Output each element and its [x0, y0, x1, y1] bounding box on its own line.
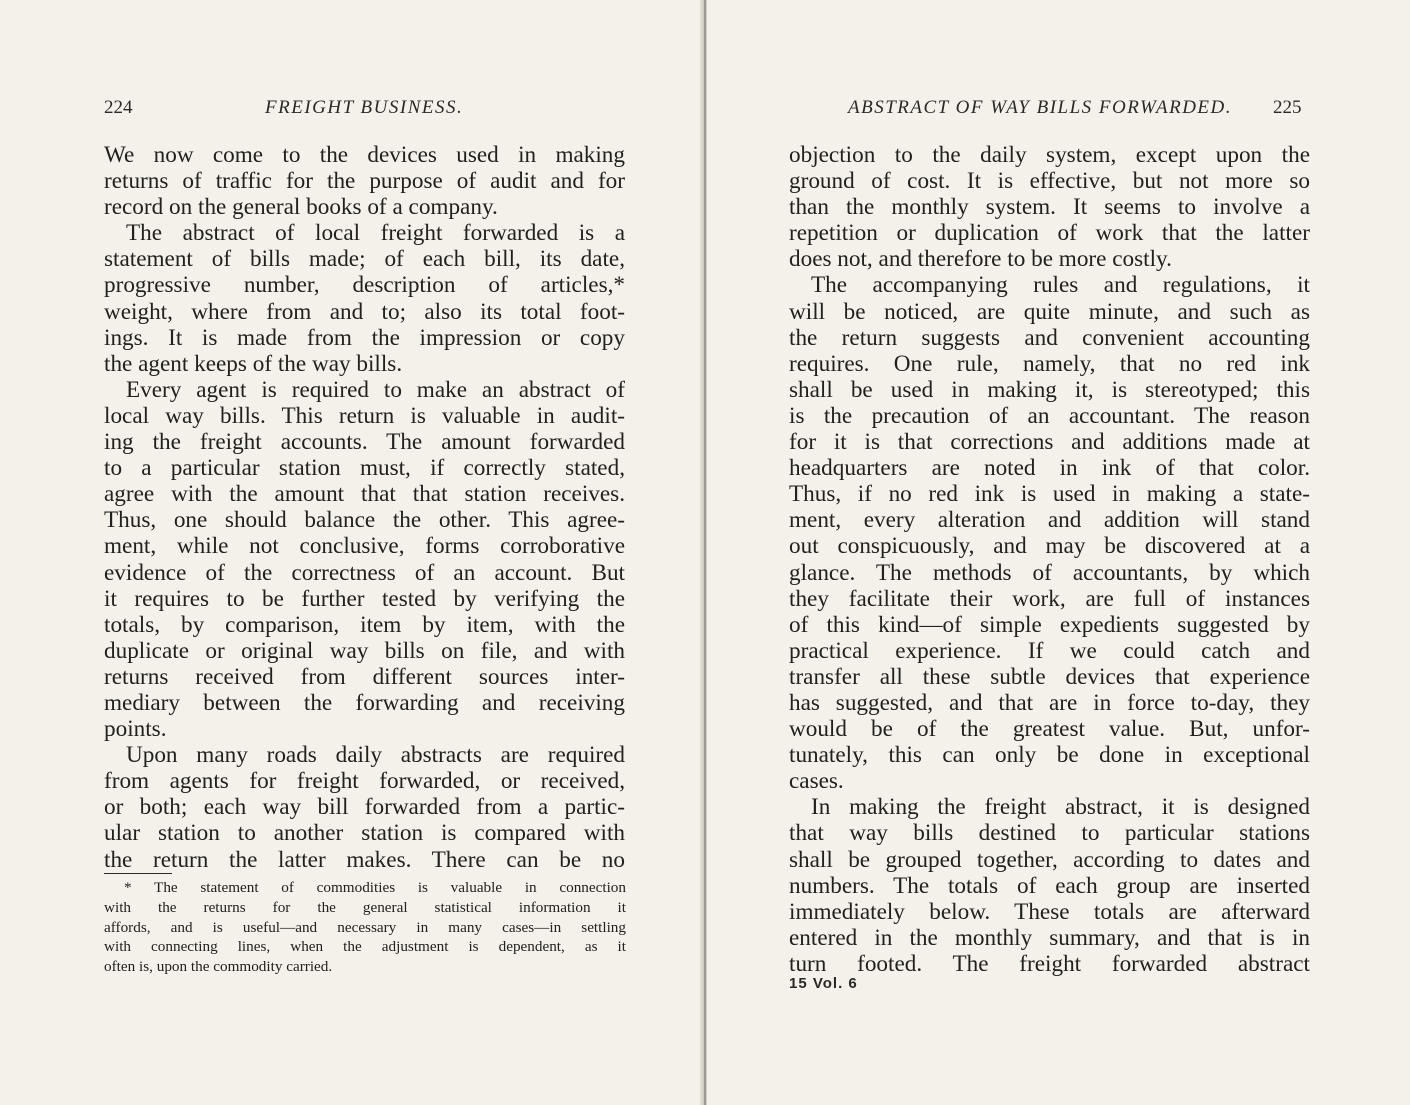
left-running-title: FREIGHT BUSINESS.: [265, 97, 464, 118]
text-line: out conspicuously, and may be discovered at a: [789, 533, 1310, 560]
text-line: has suggested, and that are in force to-day, they: [789, 689, 1310, 716]
text-line: will be noticed, are quite minute, and such as: [789, 298, 1310, 325]
text-line: shall be used in making it, is stereotyped; this: [789, 376, 1310, 403]
footnote-line: with the returns for the general statistical information it: [104, 898, 626, 916]
text-line: the agent keeps of the way bills.: [104, 350, 403, 377]
text-line: agree with the amount that that station receives.: [104, 481, 625, 508]
right-running-title: ABSTRACT OF WAY BILLS FORWARDED.: [848, 97, 1233, 118]
text-line: numbers. The totals of each group are inserted: [789, 872, 1310, 899]
text-line: or both; each way bill forwarded from a partic-: [104, 794, 625, 821]
text-line: returns received from different sources inter-: [104, 663, 625, 690]
footnote-line: affords, and is useful—and necessary in many cases—in settling: [104, 918, 626, 936]
text-line: of this kind—of simple expedients suggested by: [789, 611, 1310, 638]
right-body-text: [789, 142, 1310, 977]
text-line: record on the general books of a company.: [104, 194, 498, 221]
text-line: statement of bills made; of each bill, its date,: [104, 246, 625, 273]
text-line: shall be grouped together, according to dates and: [789, 846, 1310, 873]
footnote: [104, 878, 626, 977]
text-line: is the precaution of an accountant. The reason: [789, 402, 1310, 429]
right-page: [707, 0, 1410, 1105]
text-line: requires. One rule, namely, that no red ink: [789, 350, 1310, 377]
left-body-text: [104, 142, 625, 873]
text-line: points.: [104, 716, 167, 743]
text-line: the return the latter makes. There can be no: [104, 846, 625, 873]
left-page-number: 224: [104, 97, 133, 118]
text-line: to a particular station must, if correctly stated,: [104, 455, 625, 482]
text-line: that way bills destined to particular stations: [789, 820, 1310, 847]
left-page: [0, 0, 703, 1105]
text-line: returns of traffic for the purpose of audit and for: [104, 168, 625, 195]
text-line: local way bills. This return is valuable in audit-: [104, 402, 625, 429]
text-line: immediately below. These totals are afterward: [789, 898, 1310, 925]
text-line: Thus, if no red ink is used in making a state-: [789, 481, 1310, 508]
footnote-line: often is, upon the commodity carried.: [104, 958, 333, 976]
text-line: would be of the greatest value. But, unfor-: [789, 716, 1310, 743]
text-line: progressive number, description of articles,*: [104, 272, 625, 299]
footnote-line: with connecting lines, when the adjustment is dependent, as it: [104, 938, 626, 956]
footnote-rule: [104, 873, 172, 874]
signature-mark: 15 Vol. 6: [789, 975, 858, 992]
text-line: they facilitate their work, are full of instances: [789, 585, 1310, 612]
text-line: Every agent is required to make an abstract of: [126, 376, 625, 403]
text-line: weight, where from and to; also its total foot-: [104, 298, 625, 325]
text-line: ing the freight accounts. The amount forwarded: [104, 429, 625, 456]
text-line: ment, while not conclusive, forms corroborative: [104, 533, 625, 560]
text-line: turn footed. The freight forwarded abstract: [789, 950, 1310, 977]
text-line: objection to the daily system, except upon the: [789, 142, 1310, 168]
right-page-number: 225: [1273, 97, 1302, 118]
text-line: The accompanying rules and regulations, it: [811, 272, 1310, 299]
text-line: Thus, one should balance the other. This agree-: [104, 507, 625, 534]
text-line: tunately, this can only be done in exceptional: [789, 742, 1310, 769]
text-line: it requires to be further tested by verifying the: [104, 585, 625, 612]
text-line: headquarters are noted in ink of that color.: [789, 455, 1310, 482]
text-line: repetition or duplication of work that the latter: [789, 220, 1310, 247]
text-line: than the monthly system. It seems to involve a: [789, 194, 1310, 221]
text-line: Upon many roads daily abstracts are required: [126, 742, 625, 769]
text-line: practical experience. If we could catch and: [789, 637, 1310, 664]
text-line: entered in the monthly summary, and that is in: [789, 924, 1310, 951]
text-line: mediary between the forwarding and receiving: [104, 689, 625, 716]
text-line: does not, and therefore to be more costly.: [789, 246, 1172, 273]
text-line: the return suggests and convenient accounting: [789, 324, 1310, 351]
text-line: from agents for freight forwarded, or received,: [104, 768, 625, 795]
text-line: The abstract of local freight forwarded is a: [126, 220, 625, 247]
text-line: cases.: [789, 768, 844, 795]
text-line: transfer all these subtle devices that experience: [789, 663, 1310, 690]
text-line: evidence of the correctness of an account. But: [104, 559, 625, 586]
text-line: ground of cost. It is effective, but not more so: [789, 168, 1310, 195]
text-line: for it is that corrections and additions made at: [789, 429, 1310, 456]
text-line: We now come to the devices used in making: [104, 142, 625, 168]
text-line: ment, every alteration and addition will stand: [789, 507, 1310, 534]
footnote-line: * The statement of commodities is valuable in connection: [124, 879, 626, 896]
text-line: ular station to another station is compared with: [104, 820, 625, 847]
text-line: In making the freight abstract, it is designed: [811, 794, 1310, 821]
text-line: totals, by comparison, item by item, with the: [104, 611, 625, 638]
text-line: duplicate or original way bills on file, and with: [104, 637, 625, 664]
text-line: glance. The methods of accountants, by which: [789, 559, 1310, 586]
text-line: ings. It is made from the impression or copy: [104, 324, 625, 351]
